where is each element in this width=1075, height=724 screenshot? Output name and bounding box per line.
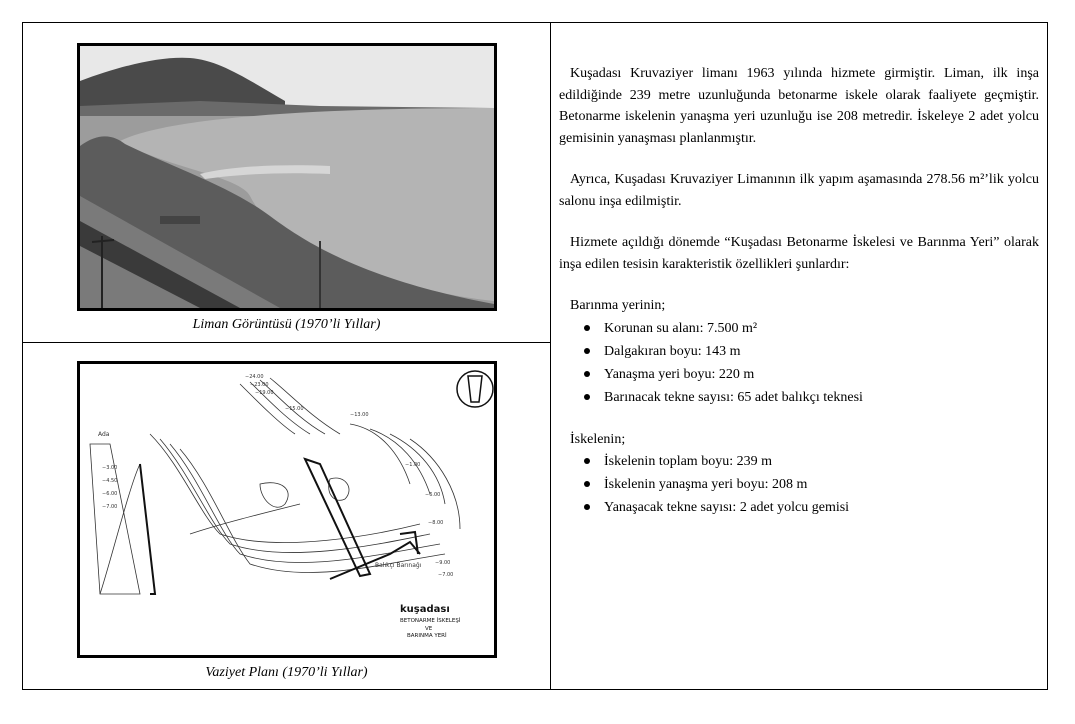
paragraph-1: Kuşadası Kruvaziyer limanı 1963 yılında hizmete girmiştir. Liman, ilk inşa edildiğinde 239 metre uzunluğunda betonarme iskele olarak faaliyete geçmiştir. Betonarme iskelenin yanaşma yeri uzunluğu ise 208 metredir. İskeleye 2 adet yolcu gemisinin yanaşması planlanmıştır. [559, 66, 1039, 146]
list-item: İskelenin toplam boyu: 239 m [559, 450, 1039, 473]
site-plan [77, 361, 497, 658]
svg-text:−1.00: −1.00 [405, 462, 421, 468]
description-text [559, 63, 1039, 539]
svg-text:−6.00: −6.00 [425, 492, 441, 498]
photo-caption: Liman Görüntüsü (1970’li Yıllar) [192, 317, 381, 332]
svg-text:−3.00: −3.00 [102, 465, 118, 471]
svg-text:−24.00: −24.00 [245, 374, 264, 380]
plan-caption: Vaziyet Planı (1970’li Yıllar) [205, 665, 368, 680]
list-item: Dalgakıran boyu: 143 m [559, 340, 1039, 363]
list-2-title: İskelenin; [570, 431, 626, 447]
svg-text:−4.50: −4.50 [102, 478, 118, 484]
svg-text:−13.00: −13.00 [350, 412, 369, 418]
row-divider [23, 342, 550, 343]
harbor-photo [77, 43, 497, 311]
svg-text:−19.00: −19.00 [255, 390, 274, 396]
plan-label-balikci: Balıkçı Barınağı [375, 562, 422, 569]
svg-text:−7.00: −7.00 [102, 504, 118, 510]
document-table [22, 22, 1048, 690]
svg-text:−15.00: −15.00 [285, 406, 304, 412]
plan-title-3: VE [425, 626, 433, 632]
list-1 [559, 317, 1039, 409]
svg-text:−7.00: −7.00 [438, 572, 454, 578]
column-divider [550, 23, 551, 689]
site-plan-drawing [80, 364, 494, 655]
list-item: Yanaşacak tekne sayısı: 2 adet yolcu gemisi [559, 496, 1039, 519]
list-2 [559, 450, 1039, 519]
plan-title-1: kuşadası [400, 604, 450, 615]
paragraph-2: Ayrıca, Kuşadası Kruvaziyer Limanının ilk yapım aşamasında 278.56 m²’lik yolcu salonu inşa edilmiştir. [559, 172, 1039, 209]
paragraph-3: Hizmete açıldığı dönemde “Kuşadası Betonarme İskelesi ve Barınma Yeri” olarak inşa edilen tesisin karakteristik özellikleri şunlardır: [559, 235, 1039, 272]
plan-title-2: BETONARME İSKELEŞİ [400, 618, 461, 624]
svg-text:−8.00: −8.00 [428, 520, 444, 526]
list-item: İskelenin yanaşma yeri boyu: 208 m [559, 473, 1039, 496]
list-item: Korunan su alanı: 7.500 m² [559, 317, 1039, 340]
list-item: Yanaşma yeri boyu: 220 m [559, 363, 1039, 386]
svg-text:−6.00: −6.00 [102, 491, 118, 497]
plan-title-4: BARINMA YERİ [407, 633, 447, 639]
list-1-title: Barınma yerinin; [570, 298, 666, 313]
harbor-photo-drawing [80, 46, 494, 308]
svg-text:−9.00: −9.00 [435, 560, 451, 566]
svg-text:−23.00: −23.00 [250, 382, 269, 388]
plan-label-ada: Ada [98, 431, 110, 438]
list-item: Barınacak tekne sayısı: 65 adet balıkçı teknesi [559, 386, 1039, 409]
